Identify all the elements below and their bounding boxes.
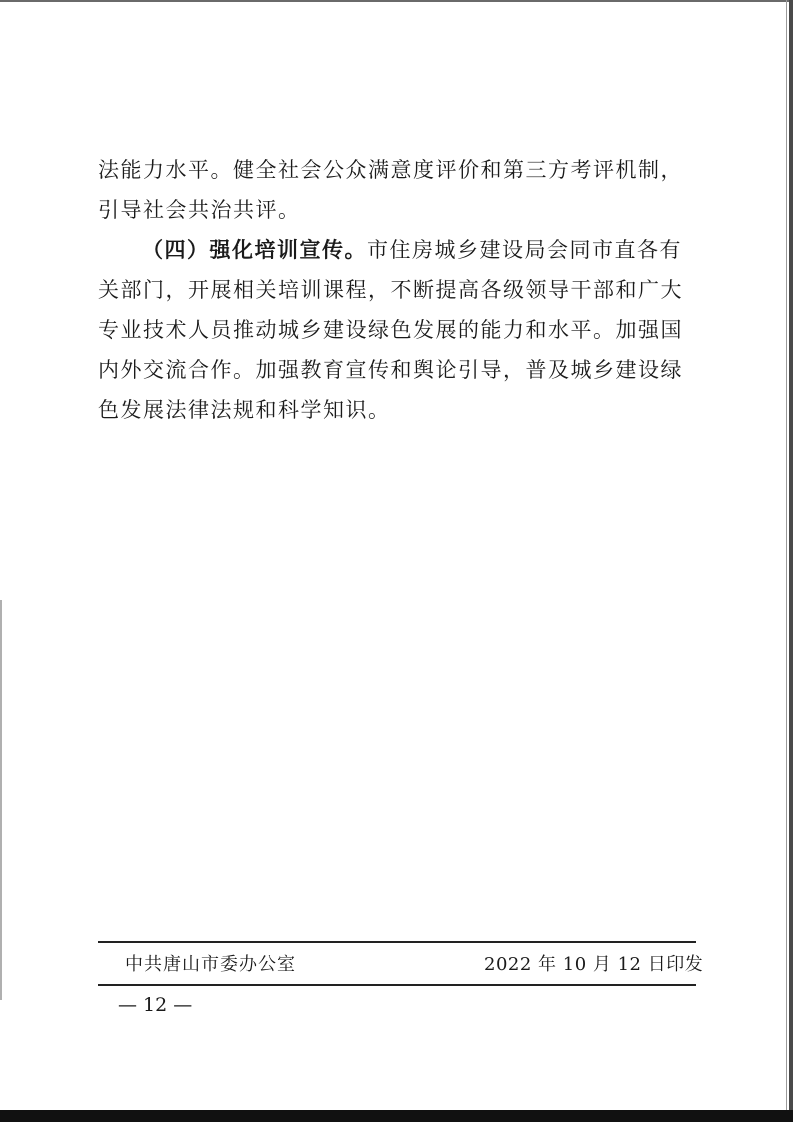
issuing-office: 中共唐山市委办公室 (125, 954, 296, 975)
scan-edge-top (0, 0, 793, 2)
print-date: 2022 年 10 月 12 日印发 (484, 954, 704, 975)
paragraph-training-publicity (98, 230, 700, 430)
document-body (98, 150, 700, 430)
scan-edge-bottom (0, 1110, 793, 1122)
scan-edge-left (0, 600, 2, 1000)
page-number: — 12 — (118, 994, 193, 1016)
footer-rule-top (98, 941, 696, 943)
paragraph-continuation: 法能力水平。健全社会公众满意度评价和第三方考评机制，引导社会共治共评。 (98, 158, 683, 222)
section-subheading: （四）强化培训宣传。 (142, 237, 367, 262)
paragraph-text: 市住房城乡建设局会同市直各有关部门，开展相关培训课程，不断提高各级领导干部和广大专业技术人员推动城乡建设绿色发展的能力和水平。加强国内外交流合作。加强教育宣传和舆论引导，普及城乡建设绿色发展法律法规和科学知识。 (98, 238, 683, 422)
scan-edge-right-inner (786, 0, 787, 1122)
scan-edge-right (789, 0, 793, 1122)
footer-rule-bottom (98, 984, 696, 986)
